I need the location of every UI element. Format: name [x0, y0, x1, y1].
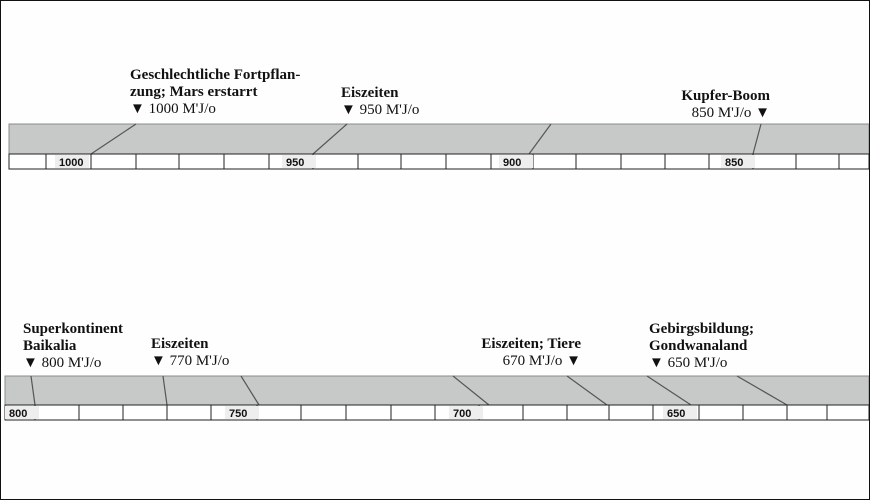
scale-tick-label: 1000: [59, 157, 84, 169]
event-title: Geschlechtliche Fortpflan-: [130, 67, 301, 83]
event-title: Eiszeiten; Tiere: [481, 336, 581, 352]
era-band: [5, 376, 869, 405]
geologic-timeline: [1, 1, 869, 499]
event-title: Eiszeiten: [151, 336, 209, 352]
scale-strip: [5, 405, 869, 420]
event-date: 850 M'J/o ▼: [691, 105, 770, 121]
scale-tick-label: 700: [453, 408, 472, 420]
event-date: ▼ 770 M'J/o: [151, 353, 230, 369]
event-title: Gondwanaland: [649, 338, 748, 354]
scale-tick-label: 900: [503, 157, 522, 169]
event-date: ▼ 650 M'J/o: [649, 355, 728, 371]
event-title: Baikalia: [23, 338, 77, 354]
event-title: Eiszeiten: [341, 85, 399, 101]
scale-tick-label: 650: [667, 408, 686, 420]
event-date: ▼ 800 M'J/o: [23, 355, 102, 371]
event-title: Kupfer-Boom: [681, 88, 770, 104]
event-title: Superkontinent: [23, 321, 124, 337]
scale-tick-label: 750: [229, 408, 248, 420]
scale-tick-label: 850: [725, 157, 744, 169]
scale-tick-label: 950: [286, 157, 305, 169]
event-date: ▼ 1000 M'J/o: [130, 101, 216, 117]
event-date: 670 M'J/o ▼: [502, 353, 581, 369]
event-date: ▼ 950 M'J/o: [341, 102, 420, 118]
scale-tick-label: 800: [9, 408, 28, 420]
event-title: Gebirgsbildung;: [649, 321, 755, 337]
era-band: [9, 124, 869, 154]
event-title: zung; Mars erstarrt: [130, 84, 258, 100]
